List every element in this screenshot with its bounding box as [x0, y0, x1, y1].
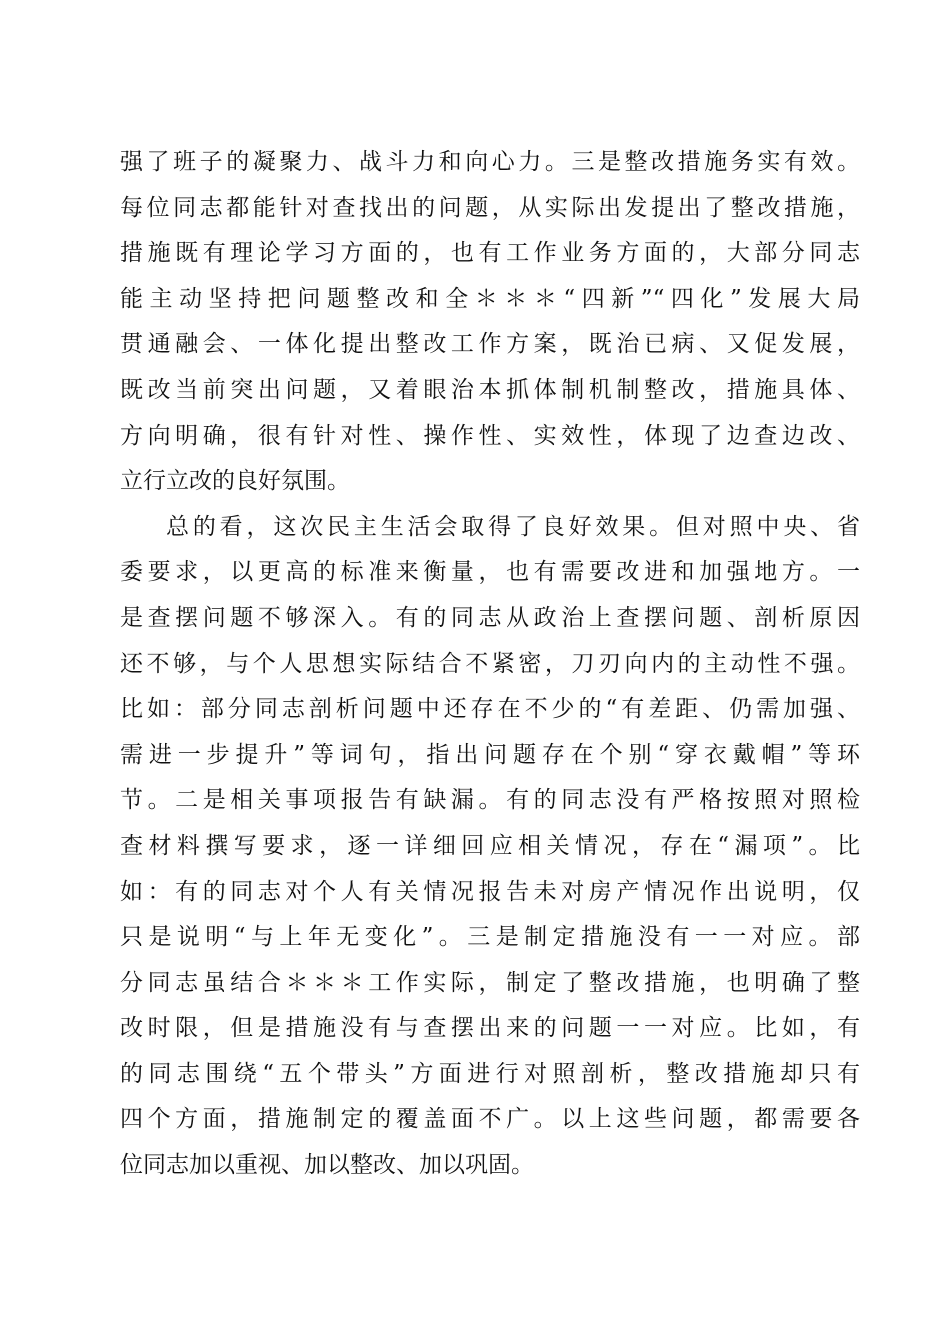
text-line: 能主动坚持把问题整改和全＊＊＊“四新”“四化”发展大局 [120, 285, 860, 312]
text-line: 措施既有理论学习方面的，也有工作业务方面的，大部分同志 [120, 240, 860, 267]
text-line: 还不够，与个人思想实际结合不紧密，刀刃向内的主动性不强。 [120, 650, 860, 677]
body-text [120, 140, 860, 1189]
text-line: 贯通融会、一体化提出整改工作方案，既治已病、又促发展， [120, 331, 860, 358]
text-line: 强了班子的凝聚力、战斗力和向心力。三是整改措施务实有效。 [120, 149, 860, 175]
text-line: 位同志加以重视、加以整改、加以巩固。 [120, 1152, 534, 1179]
text-line: 总的看，这次民主生活会取得了良好效果。但对照中央、省 [166, 513, 860, 540]
text-line: 改时限，但是措施没有与查摆出来的问题一一对应。比如，有 [120, 1015, 860, 1042]
text-line: 需进一步提升”等词句，指出问题存在个别“穿衣戴帽”等环 [120, 741, 860, 768]
text-line: 是查摆问题不够深入。有的同志从政治上查摆问题、剖析原因 [120, 604, 860, 631]
text-line: 方向明确，很有针对性、操作性、实效性，体现了边查边改、 [120, 422, 860, 449]
text-line: 查材料撰写要求，逐一详细回应相关情况，存在“漏项”。比 [120, 832, 860, 859]
text-line: 四个方面，措施制定的覆盖面不广。以上这些问题，都需要各 [120, 1106, 860, 1133]
text-line: 分同志虽结合＊＊＊工作实际，制定了整改措施，也明确了整 [120, 969, 860, 996]
text-line: 立行立改的良好氛围。 [120, 468, 350, 495]
paragraph-1 [120, 140, 860, 505]
text-line: 如：有的同志对个人有关情况报告未对房产情况作出说明，仅 [120, 878, 860, 905]
paragraph-2 [120, 505, 860, 1189]
text-line: 只是说明“与上年无变化”。三是制定措施没有一一对应。部 [120, 924, 860, 951]
text-line: 委要求，以更高的标准来衡量，也有需要改进和加强地方。一 [120, 559, 860, 586]
text-line: 每位同志都能针对查找出的问题，从实际出发提出了整改措施， [120, 194, 860, 221]
text-line: 比如：部分同志剖析问题中还存在不少的“有差距、仍需加强、 [120, 696, 860, 723]
text-line: 的同志围绕“五个带头”方面进行对照剖析，整改措施却只有 [120, 1060, 860, 1087]
text-line: 既改当前突出问题，又着眼治本抓体制机制整改，措施具体、 [120, 376, 860, 403]
text-line: 节。二是相关事项报告有缺漏。有的同志没有严格按照对照检 [120, 787, 860, 814]
